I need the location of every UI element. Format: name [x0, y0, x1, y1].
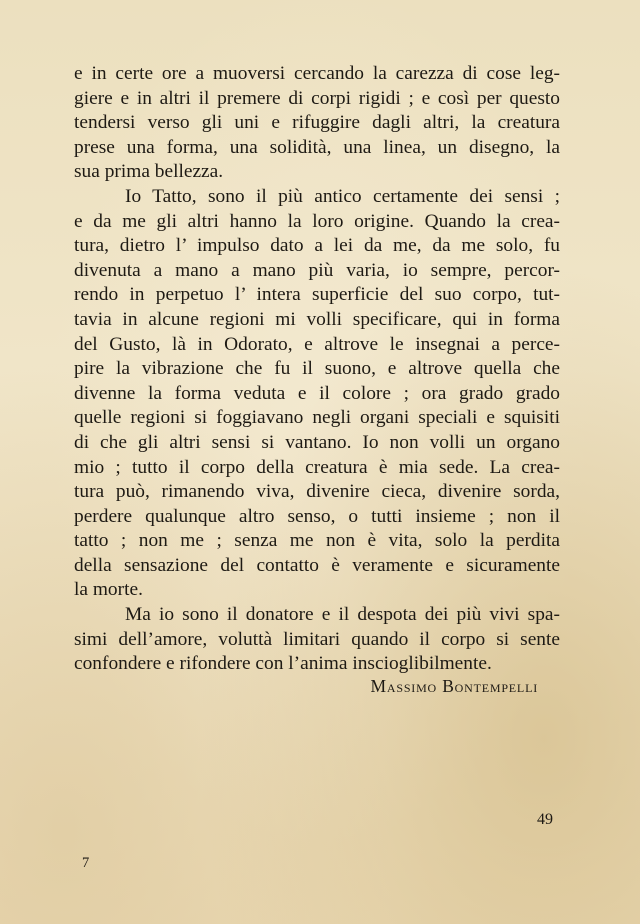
printer-signature-mark: 7	[82, 855, 90, 871]
text-line: e da me gli altri hanno la loro origine. Quando la crea-	[74, 210, 560, 232]
text-line: simi dell’amore, voluttà limitari quando il corpo si sente	[74, 628, 560, 650]
text-line: tendersi verso gli uni e rifuggire dagli altri, la creatura	[74, 112, 560, 134]
text-line: perdere qualunque altro senso, o tutti insieme ; non il	[74, 505, 560, 527]
text-line: tavia in alcune regioni mi volli specificare, qui in forma	[74, 308, 560, 330]
text-line: tatto ; non me ; senza me non è vita, solo la perdita	[74, 530, 560, 552]
author-signature: Massimo Bontempelli	[370, 676, 538, 696]
text-line: giere e in altri il premere di corpi rigidi ; e così per questo	[74, 87, 560, 109]
text-line: divenuta a mano a mano più varia, io sempre, percor-	[74, 259, 560, 281]
body-text	[74, 62, 560, 677]
text-line: prese una forma, una solidità, una linea, un disegno, la	[74, 136, 560, 158]
text-line: divenne la forma veduta e il colore ; ora grado grado	[74, 382, 560, 404]
paragraph-3	[74, 603, 560, 677]
text-line: tura, dietro l’ impulso dato a lei da me, da me solo, fu	[74, 235, 560, 257]
paragraph-2	[74, 185, 560, 603]
text-line: e in certe ore a muoversi cercando la carezza di cose leg-	[74, 63, 560, 84]
text-line: mio ; tutto il corpo della creatura è mia sede. La crea-	[74, 456, 560, 478]
text-line: pire la vibrazione che fu il suono, e altrove quella che	[74, 358, 560, 380]
text-line: tura può, rimanendo viva, divenire cieca, divenire sorda,	[74, 481, 560, 503]
text-line: del Gusto, là in Odorato, e altrove le insegnai a perce-	[74, 333, 560, 355]
text-line: quelle regioni si foggiavano negli organi speciali e squisiti	[74, 407, 560, 429]
text-line: la morte.	[74, 579, 143, 601]
text-line: confondere e rifondere con l’anima inscioglibilmente.	[74, 653, 492, 675]
page-number: 49	[537, 811, 553, 828]
paragraph-1	[74, 62, 560, 185]
text-line: Ma io sono il donatore e il despota dei più vivi spa-	[125, 604, 560, 626]
text-line: Io Tatto, sono il più antico certamente dei sensi ;	[125, 185, 560, 207]
text-line: sua prima bellezza.	[74, 161, 224, 183]
text-line: della sensazione del contatto è veramente e sicuramente	[74, 554, 560, 576]
text-line: rendo in perpetuo l’ intera superficie del suo corpo, tut-	[74, 284, 560, 306]
text-line: di che gli altri sensi si vantano. Io non volli un organo	[74, 431, 560, 453]
